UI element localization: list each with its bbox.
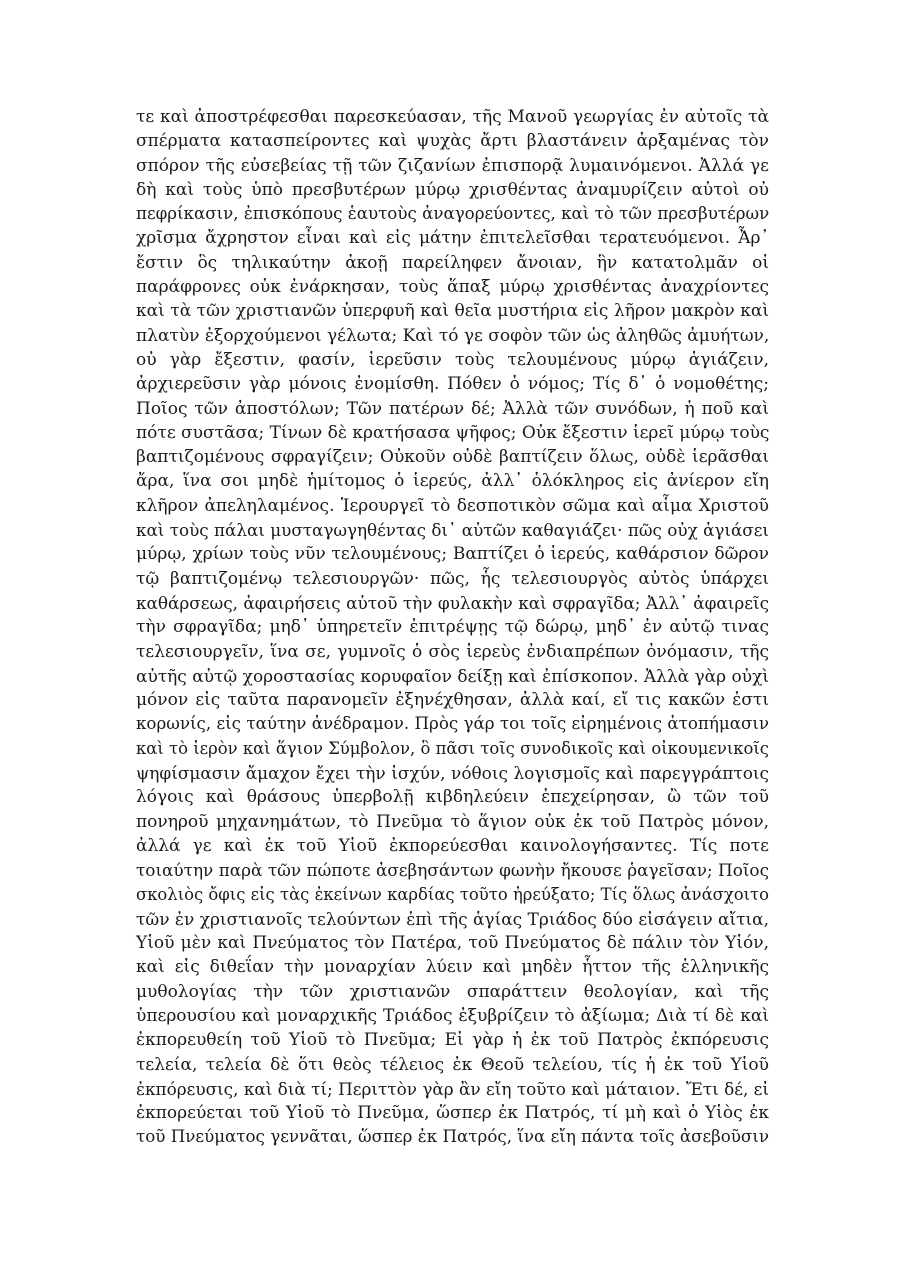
text-line: τελεσιουργεῖν, ἵνα σε, γυμνοῖς ὁ σὸς ἱερεὺς ἐνδιαπρέπων ὀνόμασιν, τῆς [136,641,769,662]
text-line: ψηφίσμασιν ἄμαχον ἔχει τὴν ἰσχύν, νόθοις λογισμοῖς καὶ παρεγγράπτοις [136,763,769,784]
text-line: σπόρον τῆς εὐσεβείας τῇ τῶν ζιζανίων ἐπισπορᾷ λυμαινόμενοι. Ἀλλά γε [136,155,769,176]
text-line: ἐκπόρευσις, καὶ διὰ τί; Περιττὸν γὰρ ἂν εἴη τοῦτο καὶ μάταιον. Ἔτι δέ, εἰ [136,1078,769,1099]
text-line: τελεία, τελεία δὲ ὅτι θεὸς τέλειος ἐκ Θεοῦ τελείου, τίς ἡ ἐκ τοῦ Υἱοῦ [136,1054,769,1075]
text-line: καθάρσεως, ἀφαιρήσεις αὐτοῦ τὴν φυλακὴν καὶ σφραγῖδα; Ἀλλ᾽ ἀφαιρεῖς [136,592,769,613]
text-line: σπέρματα κατασπείροντες καὶ ψυχὰς ἄρτι βλαστάνειν ἀρξαμένας τὸν [136,131,769,152]
text-line: λόγοις καὶ θράσους ὑπερβολῇ κιβδηλεύειν ἐπεχείρησαν, ὢ τῶν τοῦ [136,787,769,808]
text-line: τοιαύτην παρὰ τῶν πώποτε ἀσεβησάντων φωνὴν ἤκουσε ῥαγεῖσαν; Ποῖος [136,860,769,881]
text-line: ἀλλά γε καὶ ἐκ τοῦ Υἱοῦ ἐκπορεύεσθαι καινολογήσαντες. Τίς ποτε [136,835,769,856]
text-line: τε καὶ ἀποστρέφεσθαι παρεσκεύασαν, τῆς Μανοῦ γεωργίας ἐν αὐτοῖς τὰ [136,107,769,127]
document-page [136,105,769,1150]
text-line: καὶ εἰς διθεΐαν τὴν μοναρχίαν λύειν καὶ μηδὲν ἧττον τῆς ἑλληνικῆς [136,957,769,978]
text-line: ἐκπορευθείη τοῦ Υἱοῦ τὸ Πνεῦμα; Εἰ γὰρ ἡ ἐκ τοῦ Πατρὸς ἐκπόρευσις [136,1030,769,1051]
body-paragraph [136,105,769,1150]
text-line: σκολιὸς ὄφις εἰς τὰς ἐκείνων καρδίας τοῦτο ἠρεύξατο; Τίς ὅλως ἀνάσχοιτο [136,884,769,904]
text-line: καὶ τὸ ἱερὸν καὶ ἅγιον Σύμβολον, ὃ πᾶσι τοῖς συνοδικοῖς καὶ οἰκουμενικοῖς [136,738,769,758]
text-line: ἀρχιερεῦσιν γὰρ μόνοις ἐνομίσθη. Πόθεν ὁ νόμος; Τίς δ᾽ ὁ νομοθέτης; [136,374,769,395]
text-line: τοῦ Πνεύματος γεννᾶται, ὥσπερ ἐκ Πατρός, ἵνα εἴη πάντα τοῖς ἀσεβοῦσιν [136,1127,769,1147]
text-line: καὶ τοὺς πάλαι μυσταγωγηθέντας δι᾽ αὐτῶν καθαγιάζει· πῶς οὐχ ἁγιάσει [136,520,769,541]
text-line: κλῆρον ἀπεληλαμένος. Ἱερουργεῖ τὸ δεσποτικὸν σῶμα καὶ αἷμα Χριστοῦ [136,495,769,516]
text-line: Ποῖος τῶν ἀποστόλων; Τῶν πατέρων δέ; Ἀλλὰ τῶν συνόδων, ἡ ποῦ καὶ [136,398,769,419]
text-line: χρῖσμα ἄχρηστον εἶναι καὶ εἰς μάτην ἐπιτελεῖσθαι τερατευόμενοι. Ἆρ᾽ [136,228,769,249]
text-line: δὴ καὶ τοὺς ὑπὸ πρεσβυτέρων μύρῳ χρισθέντας ἀναμυρίζειν αὐτοὶ οὐ [136,179,769,200]
text-line: παράφρονες οὐκ ἐνάρκησαν, τοὺς ἅπαξ μύρῳ χρισθέντας ἀναχρίοντες [136,277,769,298]
text-line: ἔστιν ὃς τηλικαύτην ἀκοῇ παρείληφεν ἄνοιαν, ἣν κατατολμᾶν οἱ [136,252,769,273]
text-line: μυθολογίας τὴν τῶν χριστιανῶν σπαράττειν θεολογίαν, καὶ τῆς [136,981,769,1002]
text-line: πλατὺν ἐξορχούμενοι γέλωτα; Καὶ τό γε σοφὸν τῶν ὡς ἀληθῶς ἀμυήτων, [136,325,770,346]
text-line: ὑπερουσίου καὶ μοναρχικῆς Τριάδος ἐξυβρίζειν τὸ ἀξίωμα; Διὰ τί δὲ καὶ [136,1005,769,1026]
text-line: πεφρίκασιν, ἐπισκόπους ἑαυτοὺς ἀναγορεύοντες, καὶ τὸ τῶν πρεσβυτέρων [136,204,770,224]
text-line: καὶ τὰ τῶν χριστιανῶν ὑπερφυῆ καὶ θεῖα μυστήρια εἰς λῆρον μακρὸν καὶ [136,301,769,322]
text-line: Υἱοῦ μὲν καὶ Πνεύματος τὸν Πατέρα, τοῦ Πνεύματος δὲ πάλιν τὸν Υἱόν, [136,933,769,954]
text-line: οὐ γὰρ ἔξεστιν, φασίν, ἱερεῦσιν τοὺς τελουμένους μύρῳ ἁγιάζειν, [136,349,769,370]
text-line: πονηροῦ μηχανημάτων, τὸ Πνεῦμα τὸ ἅγιον οὐκ ἐκ τοῦ Πατρὸς μόνον, [136,811,769,832]
text-line: μύρῳ, χρίων τοὺς νῦν τελουμένους; Βαπτίζει ὁ ἱερεύς, καθάρσιον δῶρον [136,544,769,565]
text-line: πότε συστᾶσα; Τίνων δὲ κρατήσασα ψῆφος; Οὐκ ἔξεστιν ἱερεῖ μύρῳ τοὺς [136,422,770,443]
text-line: αὐτῆς αὐτῷ χοροστασίας κορυφαῖον δείξῃ καὶ ἐπίσκοπον. Ἀλλὰ γὰρ οὐχὶ [136,665,769,686]
text-line: τὴν σφραγῖδα; μηδ᾽ ὑπηρετεῖν ἐπιτρέψῃς τῷ δώρῳ, μηδ᾽ ἐν αὐτῷ τινας [136,617,769,638]
text-line: μόνον εἰς ταῦτα παρανομεῖν ἐξηνέχθησαν, ἀλλὰ καί, εἴ τις κακῶν ἐστι [136,690,769,711]
text-line: βαπτιζομένους σφραγίζειν; Οὐκοῦν οὐδὲ βαπτίζειν ὅλως, οὐδὲ ἱερᾶσθαι [136,447,769,468]
text-line: κορωνίς, εἰς ταύτην ἀνέδραμον. Πρὸς γάρ τοι τοῖς εἰρημένοις ἀτοπήμασιν [136,714,769,734]
text-line: τῷ βαπτιζομένῳ τελεσιουργῶν· πῶς, ἧς τελεσιουργὸς αὐτὸς ὑπάρχει [136,568,769,589]
text-line: ἐκπορεύεται τοῦ Υἱοῦ τὸ Πνεῦμα, ὥσπερ ἐκ Πατρός, τί μὴ καὶ ὁ Υἱὸς ἐκ [136,1103,769,1124]
text-line: τῶν ἐν χριστιανοῖς τελούντων ἐπὶ τῆς ἁγίας Τριάδος δύο εἰσάγειν αἴτια, [136,908,769,929]
text-line: ἄρα, ἵνα σοι μηδὲ ἡμίτομος ὁ ἱερεύς, ἀλλ᾽ ὁλόκληρος εἰς ἀνίερον εἴη [136,471,769,492]
